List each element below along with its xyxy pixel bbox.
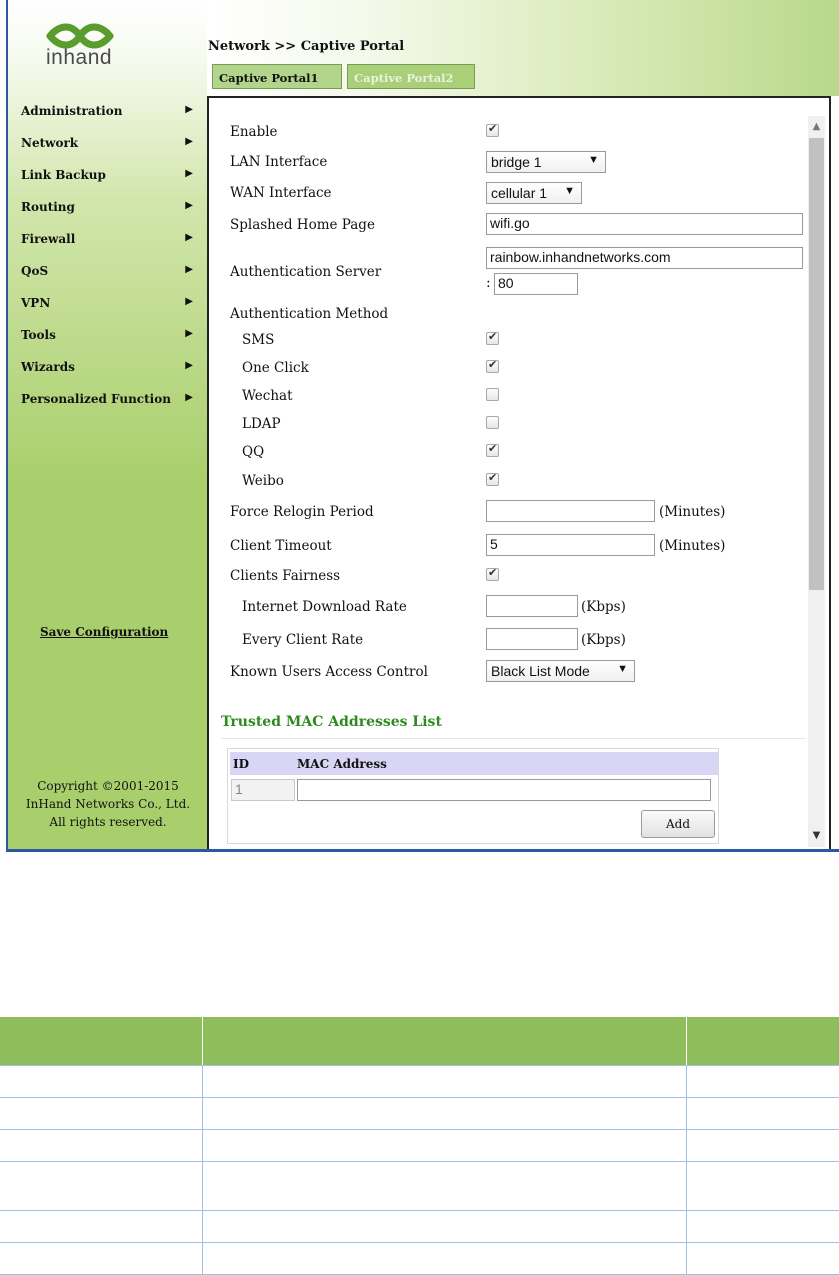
table-cell <box>0 1211 203 1243</box>
lan-interface-value: bridge 1 <box>491 154 542 170</box>
known-users-access-control-label: Known Users Access Control <box>230 664 428 680</box>
internet-download-rate-unit: (Kbps) <box>581 599 626 615</box>
arrow-right-icon: ▶ <box>185 136 193 147</box>
sidebar-item-label: Wizards <box>21 360 75 374</box>
sidebar-item-vpn[interactable] <box>21 296 199 316</box>
weibo-checkbox[interactable] <box>486 473 499 486</box>
sidebar-item-label: Administration <box>21 104 122 118</box>
table-header-cell <box>687 1017 839 1066</box>
sidebar-item-wizards[interactable] <box>21 360 199 380</box>
copyright-line: InHand Networks Co., Ltd. <box>12 795 204 813</box>
sidebar-item-link-backup[interactable] <box>21 168 199 188</box>
table-cell <box>0 1098 203 1130</box>
table-cell <box>687 1243 839 1275</box>
every-client-rate-unit: (Kbps) <box>581 632 626 648</box>
wechat-label: Wechat <box>242 388 293 404</box>
section-divider <box>221 738 806 739</box>
tab-captive-portal1[interactable]: Captive Portal1 <box>212 64 342 89</box>
sidebar-item-label: Personalized Function <box>21 392 171 406</box>
arrow-right-icon: ▶ <box>185 296 193 307</box>
table-header-cell <box>203 1017 687 1066</box>
sidebar <box>6 0 207 849</box>
table-row <box>0 1130 839 1162</box>
table-row <box>0 1162 839 1211</box>
wan-interface-label: WAN Interface <box>230 185 332 201</box>
splashed-home-page-input[interactable]: wifi.go <box>486 213 803 235</box>
table-row <box>0 1211 839 1243</box>
parameter-table <box>0 1017 839 1275</box>
internet-download-rate-label: Internet Download Rate <box>242 599 407 615</box>
scrollbar-thumb[interactable] <box>809 138 824 590</box>
wechat-checkbox[interactable] <box>486 388 499 401</box>
copyright-line: All rights reserved. <box>12 813 204 831</box>
logo-text: inhand <box>46 46 112 70</box>
clients-fairness-label: Clients Fairness <box>230 568 340 584</box>
sidebar-item-label: VPN <box>21 296 50 310</box>
table-cell <box>203 1243 687 1275</box>
lan-interface-label: LAN Interface <box>230 154 327 170</box>
tab-captive-portal2[interactable]: Captive Portal2 <box>347 64 475 89</box>
splashed-home-page-label: Splashed Home Page <box>230 217 375 233</box>
table-cell <box>203 1211 687 1243</box>
sidebar-item-personalized-function[interactable] <box>21 392 199 412</box>
check-icon: ✔ <box>488 122 497 135</box>
force-relogin-label: Force Relogin Period <box>230 504 374 520</box>
frame-bottom-border <box>6 849 839 852</box>
known-users-access-control-select[interactable] <box>486 660 635 682</box>
table-cell <box>203 1130 687 1162</box>
qq-checkbox[interactable] <box>486 444 499 457</box>
check-icon: ✔ <box>488 330 497 343</box>
wan-interface-select[interactable] <box>486 182 582 204</box>
dropdown-arrow-icon: ▼ <box>564 185 575 197</box>
arrow-right-icon: ▶ <box>185 200 193 211</box>
save-configuration-link[interactable]: Save Configuration <box>40 625 168 639</box>
table-cell <box>687 1211 839 1243</box>
arrow-right-icon: ▶ <box>185 392 193 403</box>
table-cell <box>203 1066 687 1098</box>
ldap-checkbox[interactable] <box>486 416 499 429</box>
id-column-header: ID <box>233 757 249 771</box>
authentication-server-input[interactable]: rainbow.inhandnetworks.com <box>486 247 803 269</box>
sidebar-item-label: QoS <box>21 264 48 278</box>
content-panel <box>207 96 831 849</box>
wan-interface-value: cellular 1 <box>491 185 547 201</box>
table-cell <box>0 1130 203 1162</box>
copyright-text <box>12 777 204 831</box>
ldap-label: LDAP <box>242 416 281 432</box>
table-header-cell <box>0 1017 203 1066</box>
scroll-down-arrow-icon[interactable]: ▼ <box>808 827 825 845</box>
sidebar-item-network[interactable] <box>21 136 199 156</box>
one-click-checkbox[interactable] <box>486 360 499 373</box>
arrow-right-icon: ▶ <box>185 328 193 339</box>
sidebar-item-tools[interactable] <box>21 328 199 348</box>
mac-address-input[interactable] <box>297 779 711 801</box>
breadcrumb: Network >> Captive Portal <box>208 39 404 54</box>
check-icon: ✔ <box>488 442 497 455</box>
authentication-port-input[interactable]: 80 <box>494 273 578 295</box>
clients-fairness-checkbox[interactable] <box>486 568 499 581</box>
arrow-right-icon: ▶ <box>185 104 193 115</box>
trusted-mac-title: Trusted MAC Addresses List <box>221 714 442 730</box>
mac-address-column-header: MAC Address <box>297 757 387 771</box>
authentication-server-label: Authentication Server <box>230 264 381 280</box>
table-header-row <box>0 1017 839 1066</box>
weibo-label: Weibo <box>242 473 284 489</box>
qq-label: QQ <box>242 444 264 460</box>
table-cell <box>687 1130 839 1162</box>
sidebar-item-firewall[interactable] <box>21 232 199 252</box>
every-client-rate-label: Every Client Rate <box>242 632 363 648</box>
sms-label: SMS <box>242 332 274 348</box>
table-cell <box>203 1098 687 1130</box>
client-timeout-label: Client Timeout <box>230 538 332 554</box>
table-cell <box>0 1066 203 1098</box>
sidebar-item-label: Tools <box>21 328 56 342</box>
arrow-right-icon: ▶ <box>185 360 193 371</box>
lan-interface-select[interactable] <box>486 151 606 173</box>
port-separator: : <box>486 275 491 291</box>
mac-id-input: 1 <box>231 779 295 801</box>
table-cell <box>203 1162 687 1211</box>
dropdown-arrow-icon: ▼ <box>588 154 599 166</box>
sidebar-item-label: Link Backup <box>21 168 106 182</box>
known-users-access-control-value: Black List Mode <box>491 663 590 679</box>
arrow-right-icon: ▶ <box>185 232 193 243</box>
one-click-label: One Click <box>242 360 309 376</box>
force-relogin-unit: (Minutes) <box>659 504 725 520</box>
sms-checkbox[interactable] <box>486 332 499 345</box>
client-timeout-input[interactable]: 5 <box>486 534 655 556</box>
sidebar-item-label: Routing <box>21 200 75 214</box>
scroll-up-arrow-icon[interactable]: ▲ <box>808 118 825 136</box>
dropdown-arrow-icon: ▼ <box>617 663 628 675</box>
sidebar-item-administration[interactable] <box>21 104 199 124</box>
arrow-right-icon: ▶ <box>185 168 193 179</box>
enable-checkbox[interactable] <box>486 124 499 137</box>
sidebar-item-label: Firewall <box>21 232 75 246</box>
table-row <box>0 1243 839 1275</box>
enable-label: Enable <box>230 124 278 140</box>
table-cell <box>687 1098 839 1130</box>
client-timeout-unit: (Minutes) <box>659 538 725 554</box>
force-relogin-input[interactable] <box>486 500 655 522</box>
sidebar-item-routing[interactable] <box>21 200 199 220</box>
check-icon: ✔ <box>488 471 497 484</box>
table-cell <box>0 1243 203 1275</box>
copyright-line: Copyright ©2001-2015 <box>12 777 204 795</box>
table-row <box>0 1098 839 1130</box>
sidebar-item-label: Network <box>21 136 78 150</box>
frame-left-border <box>6 0 8 851</box>
table-cell <box>687 1162 839 1211</box>
internet-download-rate-input[interactable] <box>486 595 578 617</box>
add-button[interactable]: Add <box>641 810 715 838</box>
check-icon: ✔ <box>488 566 497 579</box>
arrow-right-icon: ▶ <box>185 264 193 275</box>
table-row <box>0 1066 839 1098</box>
authentication-method-label: Authentication Method <box>230 306 388 322</box>
check-icon: ✔ <box>488 358 497 371</box>
table-cell <box>0 1162 203 1211</box>
sidebar-item-qos[interactable] <box>21 264 199 284</box>
table-cell <box>687 1066 839 1098</box>
every-client-rate-input[interactable] <box>486 628 578 650</box>
